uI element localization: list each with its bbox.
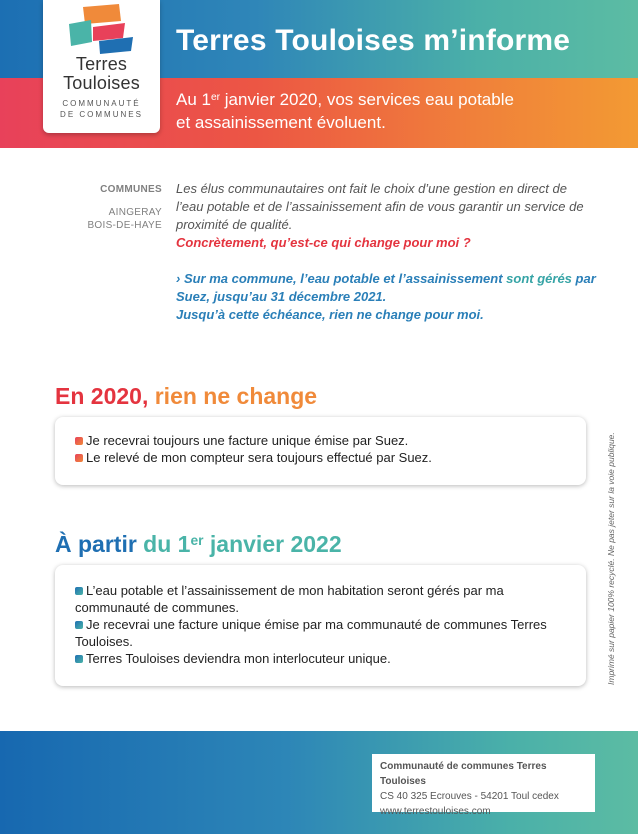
logo-name-line1: Terres xyxy=(75,54,128,74)
intro-question: Concrètement, qu’est-ce qui change pour moi ? xyxy=(176,235,471,250)
list-item-text: Je recevrai une facture unique émise par ma communauté de communes Terres Touloises. xyxy=(75,617,547,649)
list-item-text: Terres Touloises deviendra mon interlocuteur unique. xyxy=(86,651,391,666)
section-2020-title xyxy=(55,383,317,410)
list-item xyxy=(75,432,566,449)
footer-website-link[interactable]: www.terrestouloises.com xyxy=(380,806,491,817)
bullet-icon xyxy=(75,587,83,595)
header-banner xyxy=(0,0,638,148)
footer-org-name: Communauté de communes Terres Touloises xyxy=(380,761,547,787)
suez-part2: par Suez, jusqu’au 31 décembre 2021. xyxy=(176,271,596,304)
intro-suez-info xyxy=(176,270,596,324)
section-2022-title xyxy=(55,531,342,558)
section-2022-title-part2a: du 1 xyxy=(136,531,191,557)
section-2020-box xyxy=(55,417,586,485)
bullet-icon xyxy=(75,655,83,663)
section-2022-title-sup: er xyxy=(190,533,204,549)
logo-subtitle xyxy=(43,98,160,120)
list-item-text: L’eau potable et l’assainissement de mon habitation seront gérés par ma communauté de communes. xyxy=(75,583,504,615)
page-title: Terres Touloises m’informe xyxy=(176,24,571,57)
bullet-icon xyxy=(75,454,83,462)
intro-text-block xyxy=(176,180,596,324)
commune-bois-de-haye: BOIS-DE-HAYE xyxy=(87,220,162,231)
address-card xyxy=(372,754,595,817)
logo-sub-line1: COMMUNAUTÉ xyxy=(62,99,141,108)
suez-line3: Jusqu’à cette échéance, rien ne change pour moi. xyxy=(176,307,484,322)
subtitle-sup: er xyxy=(210,91,221,103)
list-item xyxy=(75,449,566,466)
section-2022-title-part2b: janvier 2022 xyxy=(203,531,342,557)
subtitle-prefix: Au 1 xyxy=(176,90,211,109)
logo-name xyxy=(43,55,160,93)
communes-list xyxy=(62,183,162,232)
logo-name-line2: Touloises xyxy=(63,73,140,93)
page-subtitle xyxy=(176,88,616,134)
terres-touloises-logo-icon xyxy=(63,4,139,54)
recycling-note: Imprimé sur papier 100% recyclé. Ne pas jeter sur la voie publique. xyxy=(606,432,616,685)
section-2022-title-part1: À partir xyxy=(55,531,137,557)
list-item xyxy=(75,650,566,667)
list-item xyxy=(75,582,566,616)
section-2020-title-part2: rien ne change xyxy=(148,383,318,409)
communes-names xyxy=(62,206,162,232)
list-item xyxy=(75,616,566,650)
suez-accent: sont gérés xyxy=(506,271,572,286)
intro-paragraph: Les élus communautaires ont fait le choix d’une gestion en direct de l’eau potable et de l’assainissement afin de vous garantir un service de proximité de qualité. xyxy=(176,181,584,232)
logo-card xyxy=(43,0,160,133)
subtitle-line2: et assainissement évoluent. xyxy=(176,113,386,132)
communes-label: COMMUNES xyxy=(100,184,162,195)
footer-address: CS 40 325 Ecrouves - 54201 Toul cedex xyxy=(380,791,559,802)
bullet-icon xyxy=(75,621,83,629)
subtitle-line1-rest: janvier 2020, vos services eau potable xyxy=(220,90,514,109)
list-item-text: Je recevrai toujours une facture unique émise par Suez. xyxy=(86,433,409,448)
section-2022-box xyxy=(55,565,586,686)
section-2020-title-part1: En 2020, xyxy=(55,383,149,409)
logo-sub-line2: DE COMMUNES xyxy=(60,110,143,119)
suez-part1: › Sur ma commune, l’eau potable et l’assainissement xyxy=(176,271,507,286)
commune-aingeray: AINGERAY xyxy=(108,207,162,218)
list-item-text: Le relevé de mon compteur sera toujours effectué par Suez. xyxy=(86,450,432,465)
bullet-icon xyxy=(75,437,83,445)
